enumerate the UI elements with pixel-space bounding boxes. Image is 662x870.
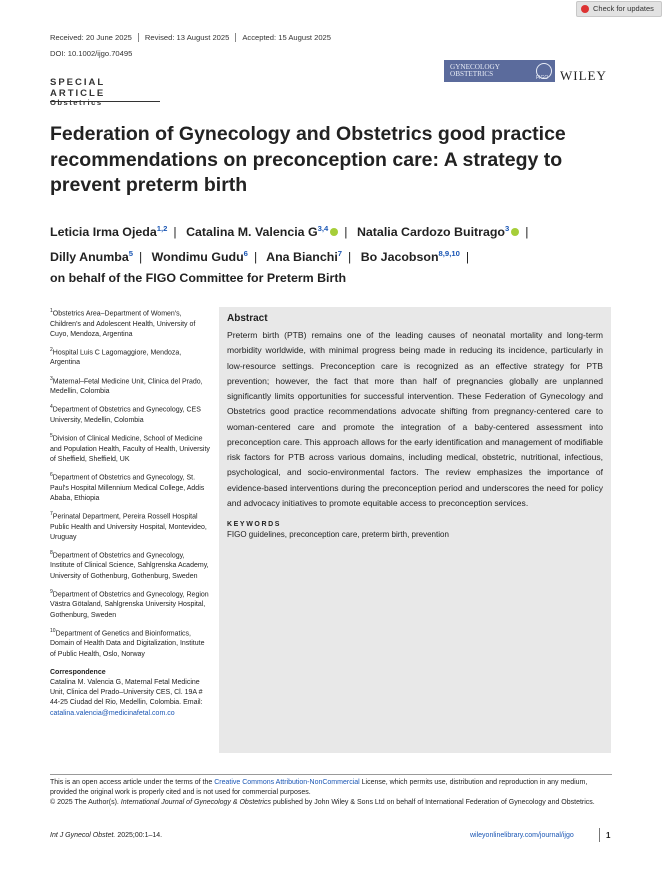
orcid-icon[interactable] <box>330 228 338 236</box>
orcid-icon[interactable] <box>511 228 519 236</box>
journal-url-link[interactable]: wileyonlinelibrary.com/journal/ijgo <box>470 832 574 839</box>
author: Leticia Irma Ojeda$^{1,2}$ <box>50 224 168 240</box>
copyright: © 2025 The Author(s). International Journal of Gynecology & Obstetrics published by John Wiley & Sons Ltd on behalf of International Federation of Gynecology and Obstetrics. <box>50 799 595 807</box>
journal-logo-line2: OBSTETRICS <box>450 70 494 78</box>
affiliations <box>50 306 210 719</box>
section-label: Obstetrics <box>50 98 103 107</box>
author: Wondimu Gudu$^6$ <box>151 249 248 265</box>
doi[interactable]: DOI: 10.1002/ijgo.70495 <box>50 49 133 58</box>
journal-logo-line1: GYNECOLOGY <box>450 63 500 71</box>
author-affiliation-ref[interactable]: 3 <box>505 224 510 233</box>
revised-date: Revised: 13 August 2025 <box>138 33 235 42</box>
publisher-logo: WILEY <box>560 68 607 83</box>
author-affiliation-ref[interactable]: 5 <box>128 249 133 259</box>
affiliation: $^5$Division of Clinical Medicine, School of Medicine and Population Health, Faculty of Health, University of Sheffield, Sheffield, UK <box>50 433 210 463</box>
abstract-text: Preterm birth (PTB) remains one of the leading causes of neonatal mortality and long-term morbidity worldwide, with minimal progress being made in reducing its incidence, particularly in low-resource settings. Preconception care is recognized as an effective strategy for PTB prevention; however, the fact that more than half of pregnancies globally are unplanned significantly limits opportunities for successful intervention. These Federation of Gynecology and Obstetrics good practice recommendations advocate shifting from pregnancy-centered care to woman-centered care and promote the integration of a baby-centered assessment into preconception care. This approach allows for the early identification and management of modifiable risk factors for PTB across various domains, including medical, obstetric, nutritional, infectious, psychological, and socio-environmental factors. The review emphasizes the importance of evidence-based interventions during the preconception period and underscores the need for policy and advocacy initiatives to promote equitable access to preconception services. <box>227 330 603 508</box>
author: Catalina M. Valencia G$^{3,4}$ <box>186 225 338 239</box>
affiliation: $^2$Hospital Luis C Lagomaggiore, Mendoza, Argentina <box>50 346 182 367</box>
affiliation: $^1$Obstetrics Area–Department of Women's, Children's and Adolescent Health, University of Cuyo, Mendoza, Argentina <box>50 308 196 338</box>
affiliation: $^4$Department of Obstetrics and Gynecology, CES University, Medellin, Colombia <box>50 404 201 424</box>
affiliation: $^3$Maternal–Fetal Medicine Unit, Clinica del Prado, Medellin, Colombia <box>50 375 203 396</box>
abstract-heading: Abstract <box>227 313 268 324</box>
author-affiliation-ref[interactable]: 8,9,10 <box>438 249 460 259</box>
footer-divider <box>599 828 600 842</box>
affiliation: $^9$Department of Obstetrics and Gynecology, Region Västra Götaland, Sahlgrenska University Hospital, Gothenburg, Sweden <box>50 588 209 619</box>
page-number: 1 <box>606 831 611 840</box>
check-updates-label: Check for updates <box>593 4 654 13</box>
footer-citation: Int J Gynecol Obstet. 2025;00:1–14. <box>50 832 163 839</box>
cc-license-link[interactable]: Creative Commons Attribution-NonCommercial <box>214 779 360 786</box>
journal-logo <box>444 60 555 82</box>
article-dates <box>50 33 337 42</box>
author-affiliation-ref[interactable]: 6 <box>243 249 248 259</box>
keywords-heading: KEYWORDS <box>227 521 282 528</box>
affiliation: $^7$Perinatal Department, Pereira Rossell Hospital Public Health and University Hospital, Montevideo, Uruguay <box>50 511 207 541</box>
author-affiliation-ref[interactable]: 7 <box>337 249 343 259</box>
abstract-box <box>219 307 611 753</box>
author-affiliation-ref[interactable]: 1,2 <box>156 224 168 233</box>
keywords-text: FIGO guidelines, preconception care, preterm birth, prevention <box>227 530 449 539</box>
author: Ana Bianchi$^7$ <box>266 249 343 265</box>
author: Natalia Cardozo Buitrago$^3$ <box>357 225 519 239</box>
author: Bo Jacobson$^{8,9,10}$ <box>360 249 460 265</box>
check-for-updates-button[interactable] <box>576 1 662 17</box>
on-behalf: on behalf of the FIGO Committee for Preterm Birth <box>50 271 347 286</box>
article-title: Federation of Gynecology and Obstetrics good practice recommendations on preconception care: A strategy to prevent preterm birth <box>50 123 566 196</box>
affiliation: $^6$Department of Obstetrics and Gynecology, St. Paul's Hospital Millennium Medical College, Addis Ababa, Ethiopia <box>50 472 205 502</box>
correspondence-text: Catalina M. Valencia G, Maternal Fetal Medicine Unit, Clinica del Prado–University CES, Cl. 19A # 44-25 Ciudad del Rio, Medellin, Colombia. Email: catalina.valencia@medicinafetal.com.co <box>50 678 203 717</box>
license-notice: This is an open access article under the terms of the Creative Commons Attribution-NonCommercial License, which permits use, distribution and reproduction in any medium, provided the original work is properly cited and is not used for commercial purposes. © 2025 The Author(s). International Journal of Gynecology & Obstetrics published by John Wiley & Sons Ltd on behalf of International Federation of Gynecology and Obstetrics. <box>50 774 612 809</box>
author: Dilly Anumba$^5$ <box>50 249 133 265</box>
author-list: Leticia Irma Ojeda$^{1,2}$ | Catalina M. Valencia G$^{3,4}$ | Natalia Cardozo Buitrago$^3$ | Dilly Anumba$^5$ | Wondimu Gudu$^6$ | Ana Bianchi$^7$ | Bo Jacobson$^{8,9,10}$ | on behalf of the FIGO Committee for Preterm Birth <box>50 224 529 286</box>
accepted-date: Accepted: 15 August 2025 <box>235 33 337 42</box>
received-date: Received: 20 June 2025 <box>50 33 132 42</box>
affiliation: $^8$Department of Obstetrics and Gynecology, Institute of Clinical Science, Sahlgrenska Academy, University of Gothenburg, Gothenburg, Sweden <box>50 549 209 580</box>
author-affiliation-ref[interactable]: 3,4 <box>317 224 329 233</box>
figo-badge: FIGO <box>536 75 549 81</box>
correspondence-heading: Correspondence <box>50 668 106 676</box>
correspondence-email-link[interactable]: catalina.valencia@medicinafetal.com.co <box>50 709 175 717</box>
check-updates-icon <box>581 5 589 13</box>
article-type: SPECIAL ARTICLE <box>50 77 160 102</box>
affiliation: $^{10}$Department of Genetics and Bioinformatics, Domain of Health Data and Digitalization, Institute of Public Health, Oslo, Norway <box>50 627 205 658</box>
